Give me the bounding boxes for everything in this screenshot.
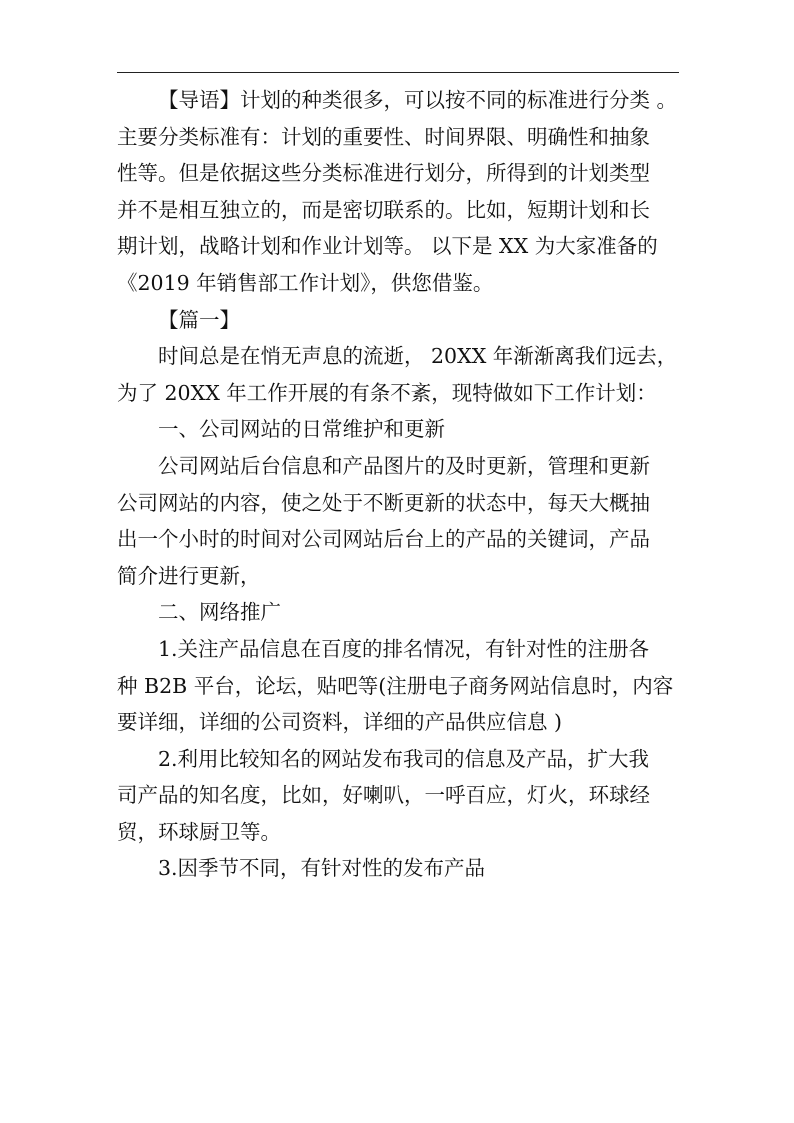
text-line: 贸，环球厨卫等。: [117, 819, 281, 844]
text-line: 要详细，详细的公司资料，详细的产品供应信息 ): [117, 710, 563, 735]
list-item: 3.因季节不同，有针对性的发布产品: [158, 856, 486, 881]
text-line: 种 B2B 平台，论坛，贴吧等(注册电子商务网站信息时，内容: [117, 673, 674, 698]
text-line: 简介进行更新，: [117, 563, 261, 588]
text-line: 并不是相互独立的，而是密切联系的。比如，短期计划和长: [117, 197, 650, 222]
subsection-heading: 一、公司网站的日常维护和更新: [158, 417, 445, 442]
section-heading: 【篇一】: [158, 307, 240, 332]
subsection-heading: 二、网络推广: [158, 600, 281, 625]
text-line: 主要分类标准有：计划的重要性、时间界限、明确性和抽象: [117, 124, 650, 149]
text-line: 出一个小时的时间对公司网站后台上的产品的关键词，产品: [117, 527, 650, 552]
text-line: 《2019 年销售部工作计划》，供您借鉴。: [117, 270, 494, 295]
text-line: 公司网站后台信息和产品图片的及时更新，管理和更新: [158, 453, 650, 478]
document-body: [117, 82, 679, 887]
text-line: 期计划，战略计划和作业计划等。 以下是 XX 为大家准备的: [117, 234, 658, 259]
text-line: 司产品的知名度，比如，好喇叭，一呼百应，灯火，环球经: [117, 783, 650, 808]
list-item: 2.利用比较知名的网站发布我司的信息及产品，扩大我: [158, 746, 650, 771]
list-item: 1.关注产品信息在百度的排名情况，有针对性的注册各: [158, 636, 650, 661]
text-line: 性等。但是依据这些分类标准进行划分，所得到的计划类型: [117, 161, 650, 186]
text-line: 为了 20XX 年工作开展的有条不紊，现特做如下工作计划：: [117, 380, 657, 405]
text-line: 公司网站的内容，使之处于不断更新的状态中，每天大概抽: [117, 490, 650, 515]
header-rule: [117, 72, 679, 73]
text-line: 时间总是在悄无声息的流逝， 20XX 年渐渐离我们远去，: [158, 344, 678, 369]
text-line: 【导语】计划的种类很多，可以按不同的标准进行分类 。: [158, 88, 678, 112]
